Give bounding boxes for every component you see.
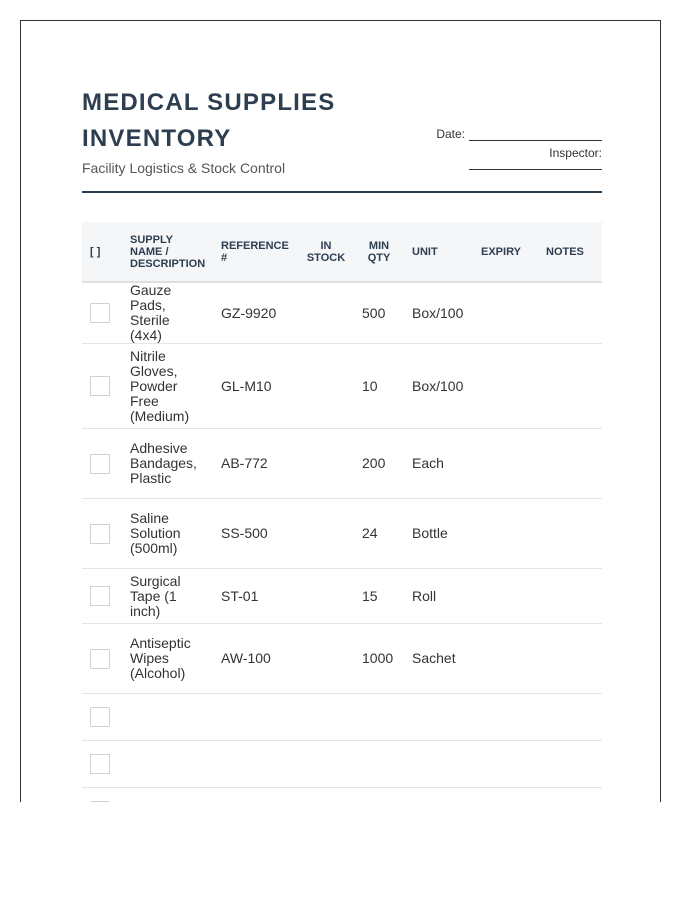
unit: Roll bbox=[404, 569, 473, 624]
supply-reference: GZ-9920 bbox=[213, 282, 298, 344]
inspector-line[interactable] bbox=[469, 168, 602, 170]
row-checkbox[interactable] bbox=[90, 524, 110, 544]
supply-reference: SS-500 bbox=[213, 499, 298, 569]
supply-name: Nitrile Gloves, Powder Free (Medium) bbox=[122, 344, 213, 429]
date-field[interactable] bbox=[422, 127, 602, 141]
row-checkbox[interactable] bbox=[90, 376, 110, 396]
unit: Bottle bbox=[404, 499, 473, 569]
table-row bbox=[82, 624, 602, 694]
col-header-reference: REFERENCE # bbox=[213, 222, 298, 282]
notes-cell[interactable] bbox=[538, 282, 602, 344]
supply-name: Gauze Pads, Sterile (4x4) bbox=[122, 282, 213, 344]
supply-name-cell[interactable] bbox=[122, 694, 213, 741]
date-line bbox=[469, 128, 602, 141]
col-header-min-qty: MIN QTY bbox=[354, 222, 404, 282]
expiry-cell[interactable] bbox=[473, 499, 538, 569]
notes-cell[interactable] bbox=[538, 741, 602, 788]
notes-cell[interactable] bbox=[538, 624, 602, 694]
inventory-table bbox=[82, 222, 602, 802]
col-header-check: [ ] bbox=[82, 222, 122, 282]
in-stock-cell[interactable] bbox=[298, 788, 354, 803]
min-qty: 200 bbox=[354, 429, 404, 499]
reference-cell[interactable] bbox=[213, 741, 298, 788]
table-row bbox=[82, 282, 602, 344]
min-qty: 24 bbox=[354, 499, 404, 569]
unit-cell[interactable] bbox=[404, 788, 473, 803]
unit-cell[interactable] bbox=[404, 741, 473, 788]
in-stock-cell[interactable] bbox=[298, 694, 354, 741]
supply-reference: AB-772 bbox=[213, 429, 298, 499]
in-stock-cell[interactable] bbox=[298, 741, 354, 788]
min-qty: 10 bbox=[354, 344, 404, 429]
row-checkbox[interactable] bbox=[90, 707, 110, 727]
row-checkbox[interactable] bbox=[90, 754, 110, 774]
expiry-cell[interactable] bbox=[473, 741, 538, 788]
expiry-cell[interactable] bbox=[473, 569, 538, 624]
supply-name: Surgical Tape (1 inch) bbox=[122, 569, 213, 624]
min-qty: 15 bbox=[354, 569, 404, 624]
supply-reference: AW-100 bbox=[213, 624, 298, 694]
expiry-cell[interactable] bbox=[473, 624, 538, 694]
col-header-in-stock: IN STOCK bbox=[298, 222, 354, 282]
page-title: MEDICAL SUPPLIES INVENTORY bbox=[82, 89, 336, 152]
unit: Box/100 bbox=[404, 282, 473, 344]
in-stock-cell[interactable] bbox=[298, 499, 354, 569]
in-stock-cell[interactable] bbox=[298, 624, 354, 694]
unit: Box/100 bbox=[404, 344, 473, 429]
table-row bbox=[82, 694, 602, 741]
table-row bbox=[82, 569, 602, 624]
col-header-notes: NOTES bbox=[538, 222, 602, 282]
row-checkbox[interactable] bbox=[90, 649, 110, 669]
expiry-cell[interactable] bbox=[473, 344, 538, 429]
notes-cell[interactable] bbox=[538, 499, 602, 569]
supply-name-cell[interactable] bbox=[122, 788, 213, 803]
min-qty-cell[interactable] bbox=[354, 788, 404, 803]
expiry-cell[interactable] bbox=[473, 429, 538, 499]
table-row bbox=[82, 429, 602, 499]
expiry-cell[interactable] bbox=[473, 788, 538, 803]
unit-cell[interactable] bbox=[404, 694, 473, 741]
expiry-cell[interactable] bbox=[473, 282, 538, 344]
row-checkbox[interactable] bbox=[90, 801, 110, 802]
row-checkbox[interactable] bbox=[90, 586, 110, 606]
notes-cell[interactable] bbox=[538, 429, 602, 499]
in-stock-cell[interactable] bbox=[298, 344, 354, 429]
notes-cell[interactable] bbox=[538, 569, 602, 624]
table-row bbox=[82, 741, 602, 788]
in-stock-cell[interactable] bbox=[298, 429, 354, 499]
notes-cell[interactable] bbox=[538, 344, 602, 429]
supply-reference: ST-01 bbox=[213, 569, 298, 624]
row-checkbox[interactable] bbox=[90, 454, 110, 474]
inspector-label: Inspector: bbox=[549, 146, 602, 160]
min-qty-cell[interactable] bbox=[354, 741, 404, 788]
unit: Sachet bbox=[404, 624, 473, 694]
row-checkbox[interactable] bbox=[90, 303, 110, 323]
reference-cell[interactable] bbox=[213, 788, 298, 803]
unit: Each bbox=[404, 429, 473, 499]
expiry-cell[interactable] bbox=[473, 694, 538, 741]
in-stock-cell[interactable] bbox=[298, 282, 354, 344]
reference-cell[interactable] bbox=[213, 694, 298, 741]
table-row bbox=[82, 499, 602, 569]
notes-cell[interactable] bbox=[538, 694, 602, 741]
table-header-row bbox=[82, 222, 602, 282]
min-qty-cell[interactable] bbox=[354, 694, 404, 741]
supply-reference: GL-M10 bbox=[213, 344, 298, 429]
inventory-sheet bbox=[20, 20, 661, 802]
table-row bbox=[82, 788, 602, 803]
sheet-header bbox=[82, 85, 602, 193]
table-row bbox=[82, 344, 602, 429]
supply-name-cell[interactable] bbox=[122, 741, 213, 788]
min-qty: 1000 bbox=[354, 624, 404, 694]
page-subtitle: Facility Logistics & Stock Control bbox=[82, 160, 286, 176]
col-header-name: SUPPLY NAME / DESCRIPTION bbox=[122, 222, 213, 282]
sheet-meta bbox=[422, 127, 602, 170]
supply-name: Saline Solution (500ml) bbox=[122, 499, 213, 569]
col-header-expiry: EXPIRY bbox=[473, 222, 538, 282]
in-stock-cell[interactable] bbox=[298, 569, 354, 624]
date-label: Date: bbox=[436, 127, 465, 141]
col-header-unit: UNIT bbox=[404, 222, 473, 282]
supply-name: Adhesive Bandages, Plastic bbox=[122, 429, 213, 499]
supply-name: Antiseptic Wipes (Alcohol) bbox=[122, 624, 213, 694]
notes-cell[interactable] bbox=[538, 788, 602, 803]
min-qty: 500 bbox=[354, 282, 404, 344]
